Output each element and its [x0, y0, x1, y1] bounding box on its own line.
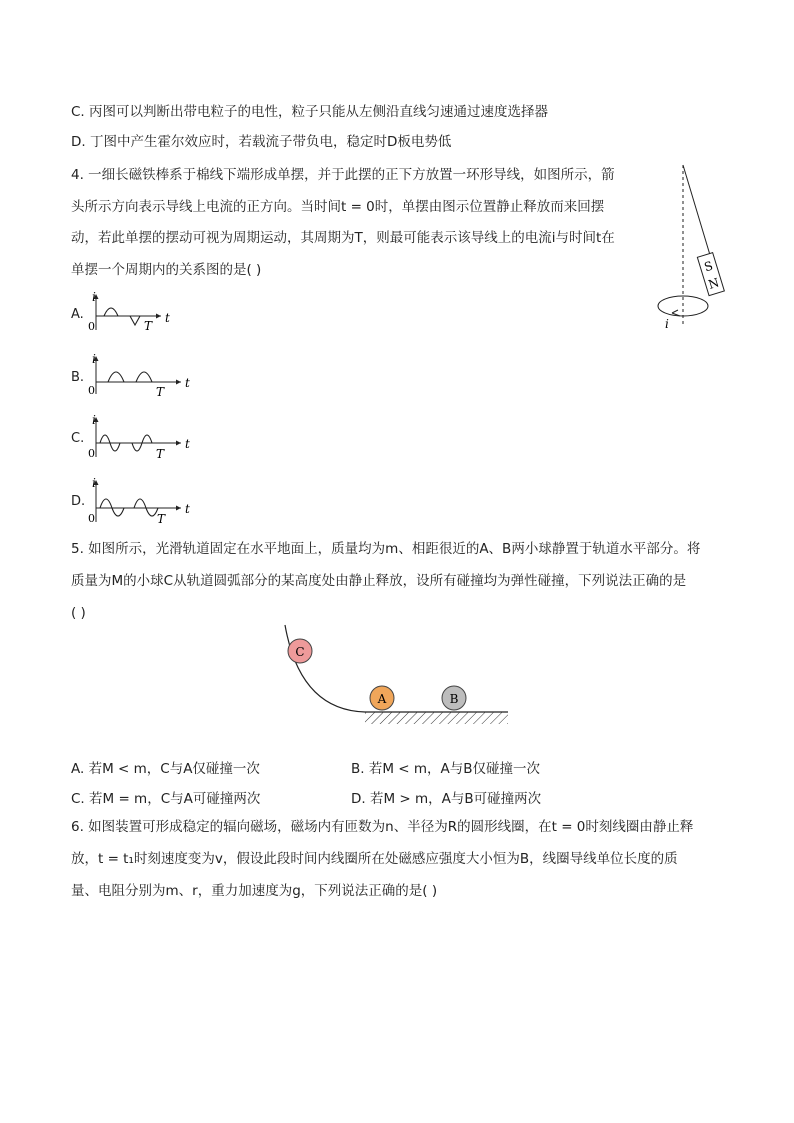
q4-option-a-label: A. [71, 307, 84, 322]
axis-i-label: i [92, 476, 96, 490]
origin-label: 0 [88, 512, 95, 525]
q4-stem-line-2: 头所示方向表示导线上电流的正方向。当时间t = 0时，单摆由图示位置静止释放而来回摆 [71, 199, 605, 215]
axis-t-label: t [185, 437, 190, 451]
origin-label: 0 [88, 320, 95, 333]
axis-t-label: t [165, 311, 170, 325]
axis-i-label: i [92, 290, 96, 304]
current-label: i [665, 317, 669, 331]
pendulum-figure [650, 160, 740, 335]
ball-c-label: C [295, 645, 305, 659]
axis-i-label: i [92, 352, 96, 366]
q4-option-b-graph [86, 352, 196, 398]
q4-stem-line-4: 单摆一个周期内的关系图的是( ) [71, 262, 262, 278]
q5-choice-d: D. 若M > m，A与B可碰撞两次 [351, 791, 542, 807]
period-label: T [156, 447, 165, 461]
period-label: T [144, 319, 153, 333]
q6-stem-line-1: 6. 如图装置可形成稳定的辐向磁场，磁场内有匝数为n、半径为R的圆形线圈，在t = 0时刻线圈由静止释 [71, 819, 694, 835]
q5-choice-b: B. 若M < m，A与B仅碰撞一次 [351, 761, 541, 777]
axis-t-label: t [185, 502, 190, 516]
q3-option-d: D. 丁图中产生霍尔效应时，若载流子带负电，稳定时D板电势低 [71, 134, 452, 150]
period-label: T [157, 512, 166, 526]
axis-t-label: t [185, 376, 190, 390]
origin-label: 0 [88, 384, 95, 397]
q5-stem-line-1: 5. 如图所示，光滑轨道固定在水平地面上，质量均为m、相距很近的A、B两小球静置于轨道水平部分。将 [71, 541, 701, 557]
magnet-s-label: S [702, 258, 715, 275]
track-figure [280, 620, 515, 730]
origin-label: 0 [88, 447, 95, 460]
period-label: T [156, 385, 165, 398]
q4-option-d-label: D. [71, 494, 86, 509]
ball-b-label: B [449, 692, 459, 706]
bar-magnet [697, 253, 724, 296]
q4-option-d-graph [86, 476, 196, 526]
q4-option-b-label: B. [71, 370, 85, 385]
q4-option-c-label: C. [71, 431, 85, 446]
q6-stem-line-2: 放，t = t₁时刻速度变为v，假设此段时间内线圈所在处磁感应强度大小恒为B，线圈导线单位长度的质 [71, 851, 678, 867]
q5-stem-line-3: ( ) [71, 605, 86, 621]
q4-option-c-graph [86, 413, 196, 461]
q4-stem-line-1: 4. 一细长磁铁棒系于棉线下端形成单摆，并于此摆的正下方放置一环形导线，如图所示，箭 [71, 167, 615, 183]
q5-choice-c: C. 若M = m，C与A可碰撞两次 [71, 791, 261, 807]
q6-stem-line-3: 量、电阻分别为m、r，重力加速度为g，下列说法正确的是( ) [71, 883, 438, 899]
magnet-n-label: N [706, 275, 721, 292]
axis-i-label: i [92, 413, 96, 427]
q4-option-a-graph [86, 290, 186, 336]
q3-option-c: C. 丙图可以判断出带电粒子的电性，粒子只能从左侧沿直线匀速通过速度选择器 [71, 104, 549, 120]
ball-a-label: A [377, 692, 387, 706]
q5-choice-a: A. 若M < m，C与A仅碰撞一次 [71, 761, 260, 777]
q4-stem-line-3: 动，若此单摆的摆动可视为周期运动，其周期为T，则最可能表示该导线上的电流i与时间t在 [71, 230, 615, 246]
q5-stem-line-2: 质量为M的小球C从轨道圆弧部分的某高度处由静止释放，设所有碰撞均为弹性碰撞，下列说法正确的是 [71, 573, 687, 589]
